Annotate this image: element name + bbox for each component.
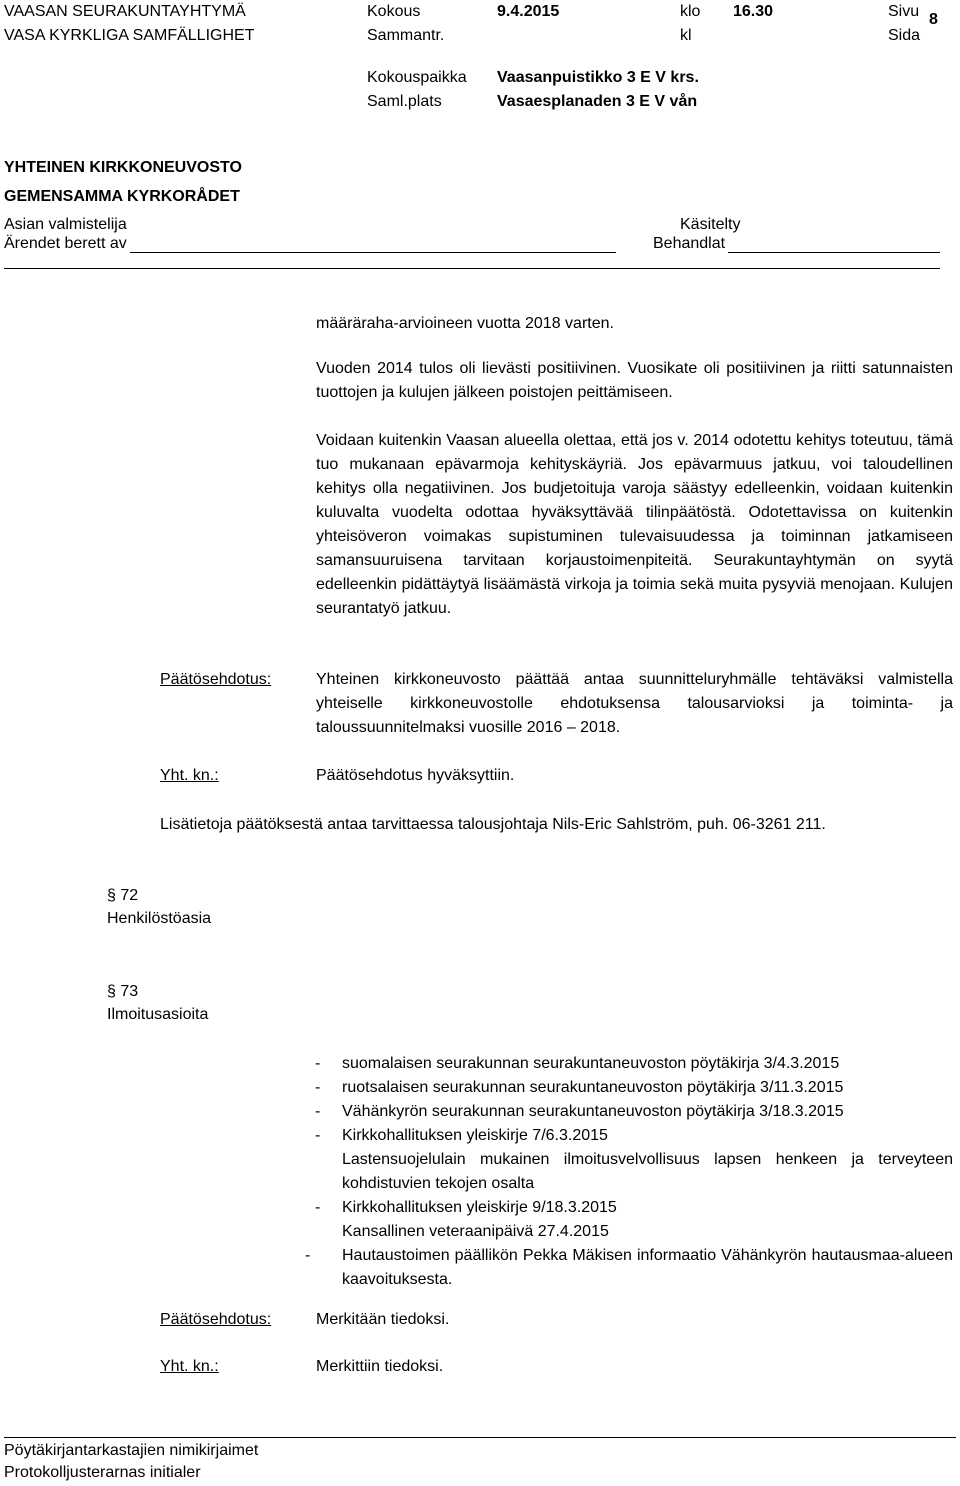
list-item xyxy=(305,1196,953,1244)
page-number: 8 xyxy=(929,11,938,28)
list-dash: - xyxy=(315,1199,321,1216)
paragraph-1-text: määräraha-arvioineen vuotta 2018 varten. xyxy=(316,315,614,332)
handled-line xyxy=(728,252,940,253)
list-item-subtext: Kansallinen veteraanipäivä 27.4.2015 xyxy=(342,1223,609,1240)
section-73-title: Ilmoitusasioita xyxy=(107,1006,209,1023)
page-label-sv: Sida xyxy=(888,27,921,44)
header-divider xyxy=(4,268,940,269)
list-item-text: Kirkkohallituksen yleiskirje 9/18.3.2015 xyxy=(342,1199,617,1216)
handled-label-sv: Behandlat xyxy=(653,235,726,252)
meeting-label-fi: Kokous xyxy=(367,3,421,20)
meeting-date: 9.4.2015 xyxy=(497,3,560,20)
body-name-sv: GEMENSAMMA KYRKORÅDET xyxy=(4,188,240,205)
list-item-subtext: Lastensuojelulain mukainen ilmoitusvelvollisuus lapsen henkeen ja terveyteen kohdistuvien tekojen osalta xyxy=(342,1151,953,1192)
footer-sign-sv: Protokolljusterarnas initialer xyxy=(4,1464,201,1481)
preparer-label-sv: Ärendet berett av xyxy=(4,235,127,252)
proposal xyxy=(316,668,953,740)
paragraph-2-text: Vuoden 2014 tulos oli lievästi positiivinen. Vuosikate oli positiivinen ja riitti satunnaisten tuottojen ja kulujen jälkeen poistojen peittämiseen. xyxy=(316,360,953,401)
decision-text: Päätösehdotus hyväksyttiin. xyxy=(316,767,515,784)
list-dash: - xyxy=(305,1247,311,1264)
place-label-sv: Saml.plats xyxy=(367,93,442,110)
preparer-line xyxy=(130,252,616,253)
list-item xyxy=(305,1076,953,1100)
list-item-text: Vähänkyrön seurakunnan seurakuntaneuvoston pöytäkirja 3/18.3.2015 xyxy=(342,1103,844,1120)
proposal-label: Päätösehdotus: xyxy=(160,671,272,688)
list-item xyxy=(305,1100,953,1124)
info-text: Lisätietoja päätöksestä antaa tarvittaessa talousjohtaja Nils-Eric Sahlström, puh. 06-3261 211. xyxy=(160,816,826,833)
list-dash: - xyxy=(315,1103,321,1120)
list-dash: - xyxy=(315,1055,321,1072)
announcement-list xyxy=(305,1052,953,1292)
time-label-sv: kl xyxy=(680,27,692,44)
preparer-label-fi: Asian valmistelija xyxy=(4,216,127,233)
list-dash: - xyxy=(315,1079,321,1096)
org-name-fi: VAASAN SEURAKUNTAYHTYMÄ xyxy=(4,3,246,20)
section-73-number: § 73 xyxy=(107,983,139,1000)
time-label-fi: klo xyxy=(680,3,701,20)
proposal-text-73: Merkitään tiedoksi. xyxy=(316,1311,450,1328)
place-sv: Vasaesplanaden 3 E V vån xyxy=(497,93,698,110)
place-fi: Vaasanpuistikko 3 E V krs. xyxy=(497,69,699,86)
meeting-time: 16.30 xyxy=(733,3,774,20)
page-label-fi: Sivu xyxy=(888,3,920,20)
decision-label: Yht. kn.: xyxy=(160,767,219,784)
handled-label-fi: Käsitelty xyxy=(680,216,741,233)
footer-sign-fi: Pöytäkirjantarkastajien nimikirjaimet xyxy=(4,1442,259,1459)
list-item xyxy=(305,1124,953,1196)
body-name-fi: YHTEINEN KIRKKONEUVOSTO xyxy=(4,159,242,176)
decision-text-73: Merkittiin tiedoksi. xyxy=(316,1358,444,1375)
footer-divider xyxy=(4,1437,956,1438)
list-item xyxy=(305,1052,953,1076)
paragraph-1 xyxy=(316,312,953,336)
org-name-sv: VASA KYRKLIGA SAMFÄLLIGHET xyxy=(4,27,255,44)
list-item xyxy=(305,1244,953,1292)
list-item-text: Hautaustoimen päällikön Pekka Mäkisen informaatio Vähänkyrön hautausmaa-alueen kaavoituksesta. xyxy=(342,1247,953,1288)
decision-label-73: Yht. kn.: xyxy=(160,1358,219,1375)
section-72-title: Henkilöstöasia xyxy=(107,910,212,927)
section-72-number: § 72 xyxy=(107,887,139,904)
meeting-label-sv: Sammantr. xyxy=(367,27,445,44)
place-label-fi: Kokouspaikka xyxy=(367,69,467,86)
paragraph-3 xyxy=(316,429,953,621)
list-item-text: ruotsalaisen seurakunnan seurakuntaneuvoston pöytäkirja 3/11.3.2015 xyxy=(342,1079,844,1096)
list-dash: - xyxy=(315,1127,321,1144)
proposal-text: Yhteinen kirkkoneuvosto päättää antaa suunnitteluryhmälle tehtäväksi valmistella yhteiselle kirkkoneuvostolle ehdotuksensa talousarvioksi ja toiminta- ja taloussuunnitelmaksi vuosille 2016 – 2018. xyxy=(316,671,953,736)
paragraph-3-text: Voidaan kuitenkin Vaasan alueella olettaa, että jos v. 2014 odotettu kehitys toteutuu, tämä tuo mukanaan epävarmoja kehityskäyriä. Jos epävarmuus jatkuu, voi taloudellinen kehitys olla negatiivinen. Jos budjetoituja varoja säästyy edelleenkin, voidaan kuitenkin kuluvalta vuodelta odottaa hyväksyttävää tilinpäätöstä. Odotettavissa on kuitenkin yhteisöveron voimakas supistuminen tulevaisuudessa ja toiminnan jatkamiseen samansuuruisena tarvitaan korjaustoimenpiteitä. Seurakuntayhtymän on syytä edelleenkin pidättäytyä lisäämästä virkoja ja toimia sekä muita pysyviä menojaan. Kulujen seurantatyö jatkuu. xyxy=(316,432,953,617)
proposal-label-73: Päätösehdotus: xyxy=(160,1311,272,1328)
list-item-text: Kirkkohallituksen yleiskirje 7/6.3.2015 xyxy=(342,1127,608,1144)
paragraph-2 xyxy=(316,357,953,405)
list-item-text: suomalaisen seurakunnan seurakuntaneuvoston pöytäkirja 3/4.3.2015 xyxy=(342,1055,840,1072)
